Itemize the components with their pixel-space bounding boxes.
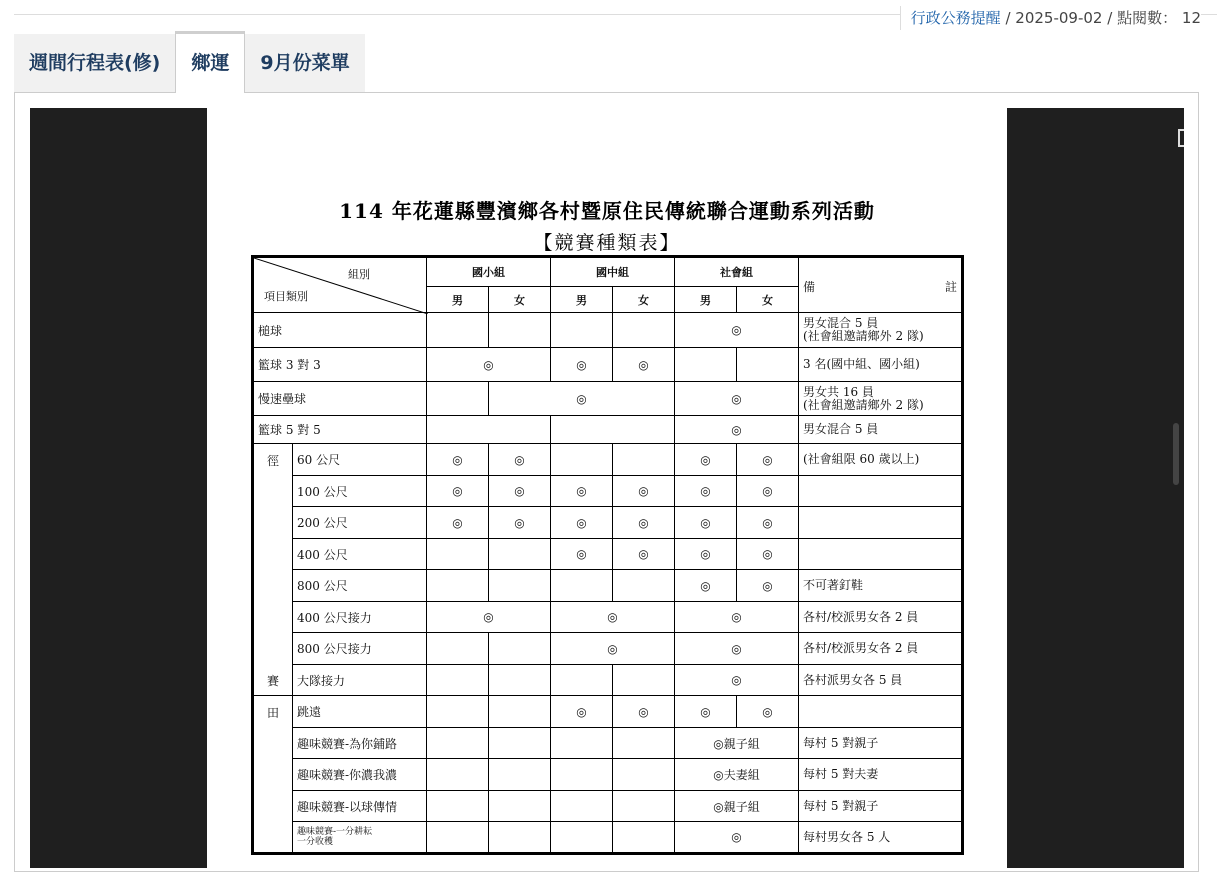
item-header-label: 項目類別 [264,290,308,303]
side-label: 徑 [266,454,279,468]
mark-cell: ◎夫妻組 [675,759,799,791]
competition-table [251,255,964,855]
remark-cell: 每村 5 對夫妻 [799,759,963,791]
remark-line: (社會組邀請鄉外 2 隊) [803,397,924,412]
item-cell: 趣味競賽-為你鋪路 [293,728,427,759]
table-row [253,313,963,348]
item-cell: 慢速壘球 [253,382,427,416]
side-label-track [253,444,293,696]
table-row [253,348,963,382]
notes-header-label: 註 [944,280,957,294]
mark-cell: ◎ [551,696,613,728]
gender-header: 男 [551,287,613,313]
mark-cell: ◎ [675,476,737,507]
gender-header: 男 [427,287,489,313]
mark-cell: ◎ [551,476,613,507]
item-cell: 跳遠 [293,696,427,728]
mark-cell: ◎ [675,539,737,570]
mark-cell: ◎ [613,476,675,507]
remark-cell: 各村/校派男女各 2 員 [799,602,963,633]
tab-september-menu[interactable]: 9月份菜單 [245,34,364,92]
mark-cell: ◎ [675,570,737,602]
table-row [253,759,963,791]
remark-cell: 每村 5 對親子 [799,728,963,759]
group-header-label: 組別 [348,268,370,281]
item-line: 一分收穫 [297,837,334,847]
item-cell: 400 公尺接力 [293,602,427,633]
tab-sports-meet[interactable]: 鄉運 [175,31,245,93]
item-cell [293,822,427,854]
gender-header: 女 [737,287,799,313]
remark-cell: 每村男女各 5 人 [799,822,963,854]
group-header: 社會組 [675,257,799,287]
table-row [253,633,963,665]
remark-line: 男女共 16 員 [803,384,874,399]
mark-cell: ◎ [737,570,799,602]
mark-cell: ◎ [551,602,675,633]
mark-cell: ◎ [489,507,551,539]
mark-cell: ◎ [551,348,613,382]
mark-cell: ◎ [675,507,737,539]
item-cell: 籃球 3 對 3 [253,348,427,382]
table-row [253,507,963,539]
notes-header-label: 備 [803,280,816,294]
remark-cell [799,313,963,348]
mark-cell: ◎ [427,507,489,539]
gender-header: 女 [489,287,551,313]
mark-cell: ◎ [613,507,675,539]
header-diagonal-cell [253,257,427,313]
document-subtitle: 【競賽種類表】 [533,232,681,254]
group-header: 國小組 [427,257,551,287]
remark-line: (社會組邀請鄉外 2 隊) [803,329,924,343]
item-cell: 槌球 [253,313,427,348]
side-label-field [253,696,293,854]
table-row [253,791,963,822]
remark-cell: 3 名(國中組、國小組) [799,348,963,382]
mark-cell: ◎ [737,476,799,507]
remark-cell: 不可著釘鞋 [799,570,963,602]
post-meta [900,6,1201,30]
remark-cell: 各村/校派男女各 2 員 [799,633,963,665]
remark-cell [799,382,963,416]
group-header: 國中組 [551,257,675,287]
item-cell: 趣味競賽-你濃我濃 [293,759,427,791]
remark-cell: 每村 5 對親子 [799,791,963,822]
table-row [253,728,963,759]
category-link[interactable]: 行政公務提醒 [910,9,1001,27]
side-label: 田 [266,706,279,720]
remark-cell: 各村派男女各 5 員 [799,665,963,696]
item-cell: 100 公尺 [293,476,427,507]
table-row [253,476,963,507]
mark-cell: ◎ [737,539,799,570]
mark-cell: ◎ [675,416,799,444]
item-cell: 800 公尺 [293,570,427,602]
table-row [253,416,963,444]
mark-cell: ◎ [613,539,675,570]
item-cell: 趣味競賽-以球傳情 [293,791,427,822]
mark-cell: ◎ [675,444,737,476]
gender-header: 女 [613,287,675,313]
table-row [253,602,963,633]
mark-cell: ◎ [675,696,737,728]
item-cell: 400 公尺 [293,539,427,570]
mark-cell: ◎ [675,382,799,416]
views-label: 點閱數： [1117,9,1178,27]
gender-header: 男 [675,287,737,313]
table-row [253,539,963,570]
table-row [253,444,963,476]
item-cell: 60 公尺 [293,444,427,476]
mark-cell: ◎ [551,507,613,539]
pdf-page [207,108,1007,868]
mark-cell: ◎ [613,696,675,728]
remark-cell: 男女混合 5 員 [799,416,963,444]
mark-cell: ◎ [737,507,799,539]
viewer-toolbar-icon[interactable] [1178,129,1184,147]
table-row [253,570,963,602]
mark-cell: ◎親子組 [675,728,799,759]
table-row [253,696,963,728]
item-cell: 800 公尺接力 [293,633,427,665]
mark-cell: ◎ [675,665,799,696]
mark-cell: ◎ [489,444,551,476]
remark-line: 男女混合 5 員 [803,316,879,330]
item-line: 趣味競賽-一分耕耘 [297,827,373,837]
mark-cell: ◎ [551,633,675,665]
mark-cell: ◎ [675,822,799,854]
document-title: 114 年花蓮縣豐濱鄉各村暨原住民傳統聯合運動系列活動 [339,199,875,223]
meta-separator: / [1107,9,1113,27]
mark-cell: ◎ [737,444,799,476]
post-date: 2025-09-02 [1015,9,1103,27]
mark-cell: ◎ [489,382,675,416]
item-cell: 大隊接力 [293,665,427,696]
mark-cell: ◎ [427,602,551,633]
mark-cell: ◎ [675,633,799,665]
attachment-tabs [14,31,365,93]
mark-cell: ◎ [675,313,799,348]
viewer-scrollbar[interactable] [1173,423,1179,485]
mark-cell: ◎ [427,444,489,476]
item-cell: 籃球 5 對 5 [253,416,427,444]
mark-cell: ◎親子組 [675,791,799,822]
mark-cell: ◎ [551,539,613,570]
remark-cell: (社會組限 60 歲以上) [799,444,963,476]
diagonal-line [254,258,428,314]
mark-cell: ◎ [427,348,551,382]
mark-cell: ◎ [675,602,799,633]
mark-cell: ◎ [489,476,551,507]
meta-separator: / [1005,9,1011,27]
side-label: 賽 [266,674,279,688]
tab-weekly-schedule[interactable]: 週間行程表(修) [14,34,175,92]
pdf-viewer[interactable] [30,108,1184,868]
mark-cell: ◎ [737,696,799,728]
table-row [253,822,963,854]
views-count: 12 [1181,9,1201,27]
table-row [253,382,963,416]
mark-cell: ◎ [427,476,489,507]
item-cell: 200 公尺 [293,507,427,539]
notes-header [799,257,963,313]
table-row [253,665,963,696]
mark-cell: ◎ [613,348,675,382]
